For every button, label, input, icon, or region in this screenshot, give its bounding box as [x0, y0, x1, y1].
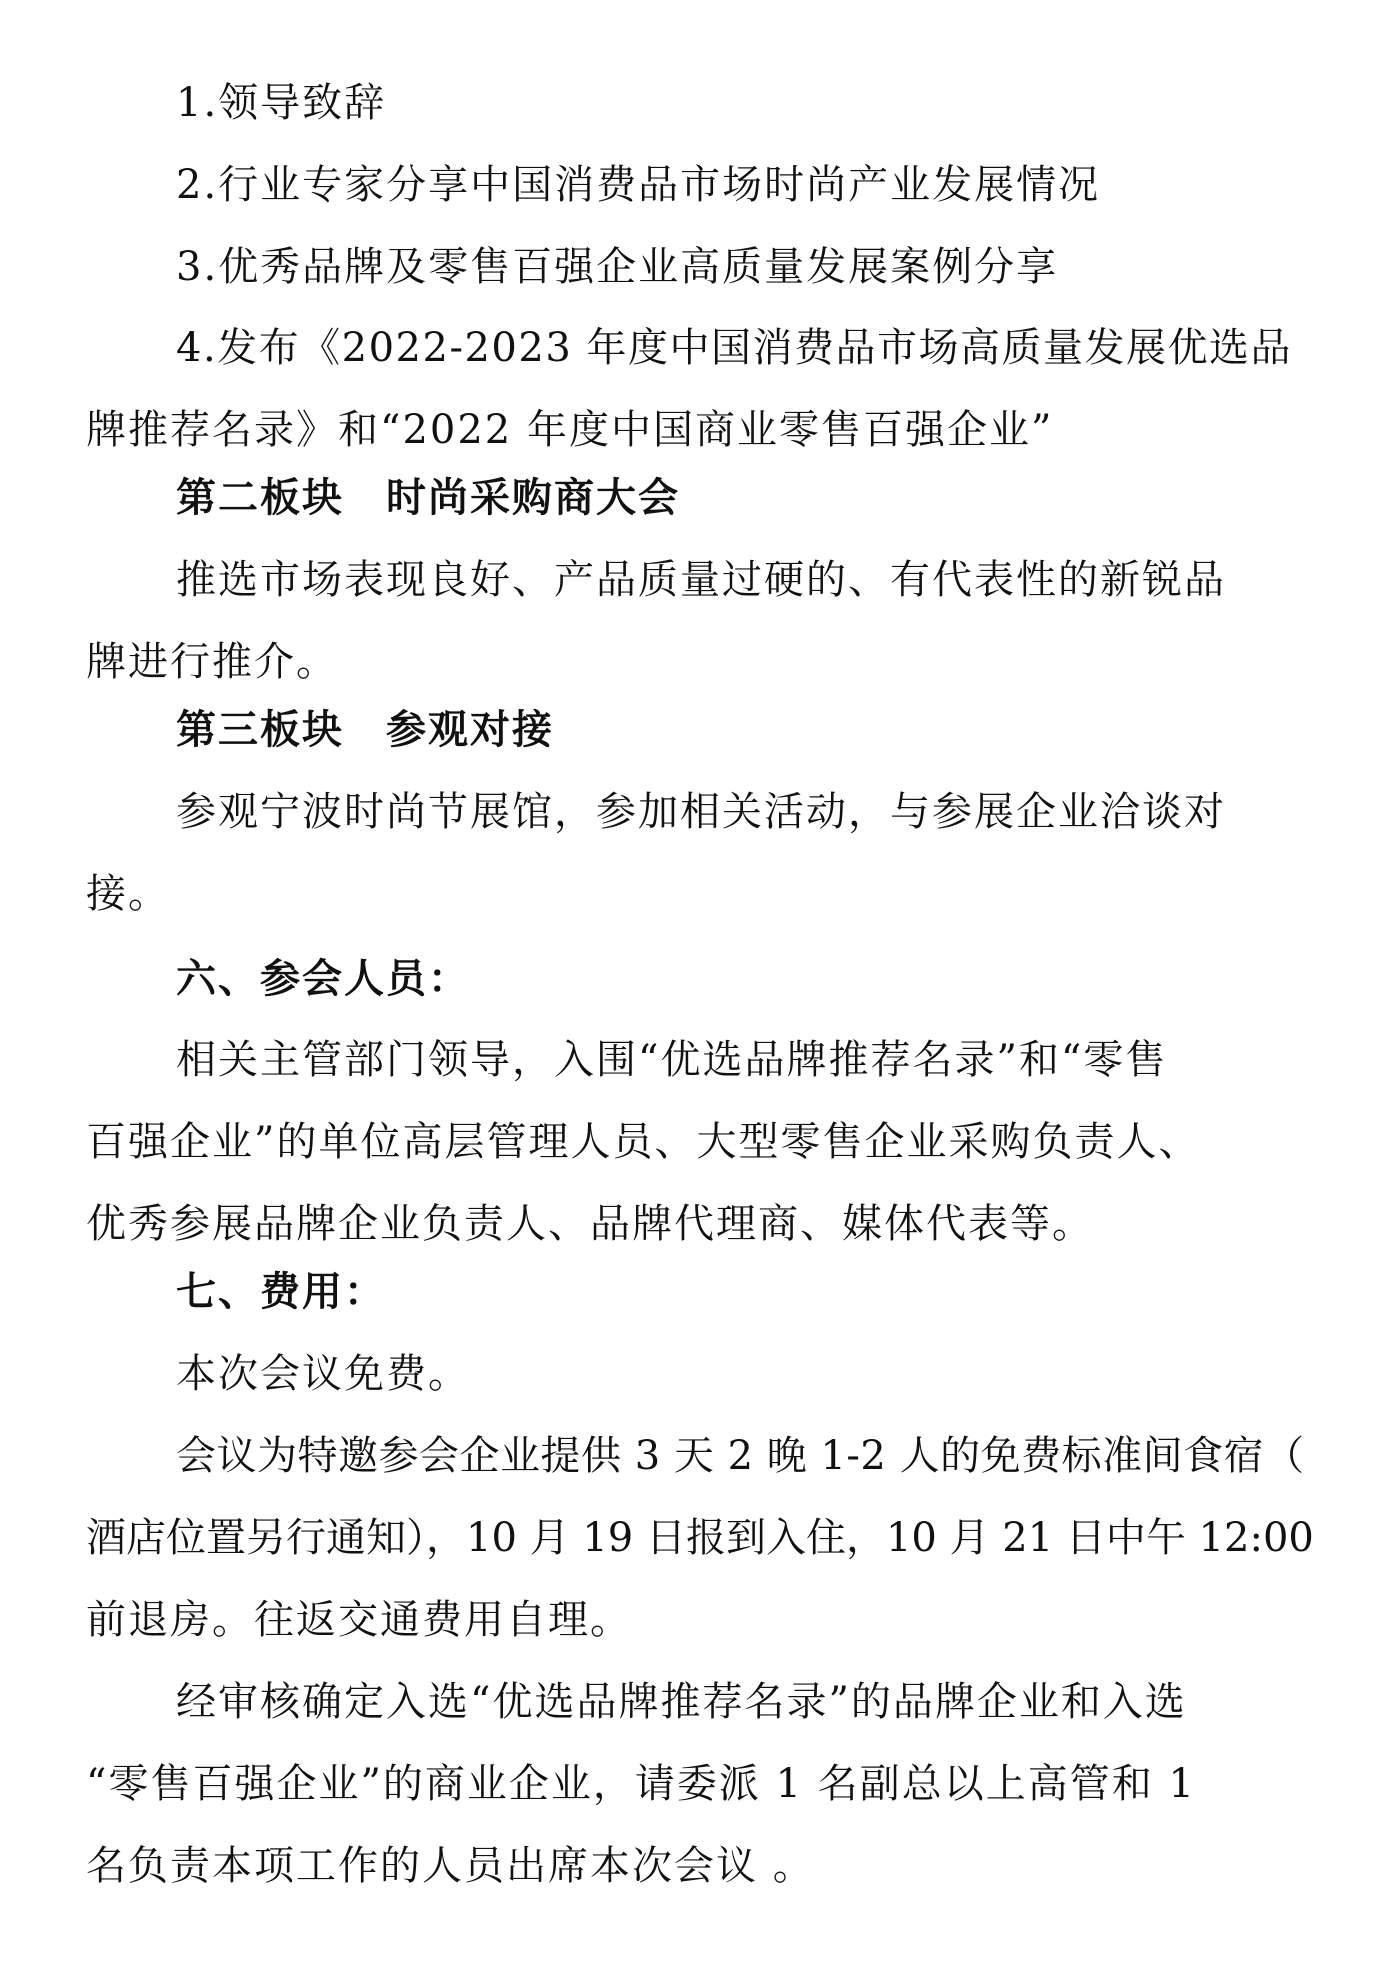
fees-paragraph-2-line-3: 前退房。往返交通费用自理。 — [86, 1597, 632, 1643]
attendees-line-3: 优秀参展品牌企业负责人、品牌代理商、媒体代表等。 — [86, 1201, 1094, 1247]
agenda-item-4-line-2: 牌推荐名录》和“2022 年度中国商业零售百强企业” — [86, 407, 1054, 453]
section-2-line-1: 推选市场表现良好、产品质量过硬的、有代表性的新锐品 — [176, 557, 1226, 603]
section-3-line-2: 接。 — [86, 871, 170, 917]
fees-paragraph-1: 本次会议免费。 — [176, 1351, 470, 1397]
fees-paragraph-2-line-1: 会议为特邀参会企业提供 3 天 2 晚 1-2 人的免费标准间食宿（ — [176, 1433, 1305, 1479]
agenda-item-3: 3.优秀品牌及零售百强企业高质量发展案例分享 — [176, 244, 1059, 290]
agenda-item-2: 2.行业专家分享中国消费品市场时尚产业发展情况 — [176, 162, 1101, 208]
attendees-heading: 六、参会人员： — [176, 955, 470, 1002]
fees-paragraph-3-line-1: 经审核确定入选“优选品牌推荐名录”的品牌企业和入选 — [176, 1679, 1187, 1725]
agenda-item-1: 1.领导致辞 — [176, 80, 387, 126]
attendees-line-1: 相关主管部门领导，入围“优选品牌推荐名录”和“零售 — [176, 1037, 1168, 1083]
fees-heading: 七、费用： — [176, 1268, 386, 1315]
fees-paragraph-2-line-2: 酒店位置另行通知），10 月 19 日报到入住，10 月 21 日中午 12:00 — [86, 1515, 1314, 1561]
section-2-heading: 第二板块 时尚采购商大会 — [176, 474, 680, 521]
fees-paragraph-3-line-2: “零售百强企业”的商业企业，请委派 1 名副总以上高管和 1 — [86, 1761, 1196, 1807]
section-3-heading: 第三板块 参观对接 — [176, 706, 554, 753]
agenda-item-4-line-1: 4.发布《2022-2023 年度中国消费品市场高质量发展优选品 — [176, 325, 1292, 371]
section-3-line-1: 参观宁波时尚节展馆，参加相关活动，与参展企业洽谈对 — [176, 789, 1226, 835]
attendees-line-2: 百强企业”的单位高层管理人员、大型零售企业采购负责人、 — [86, 1119, 1201, 1165]
fees-paragraph-3-line-3: 名负责本项工作的人员出席本次会议 。 — [86, 1843, 815, 1889]
section-2-line-2: 牌进行推介。 — [86, 639, 338, 685]
